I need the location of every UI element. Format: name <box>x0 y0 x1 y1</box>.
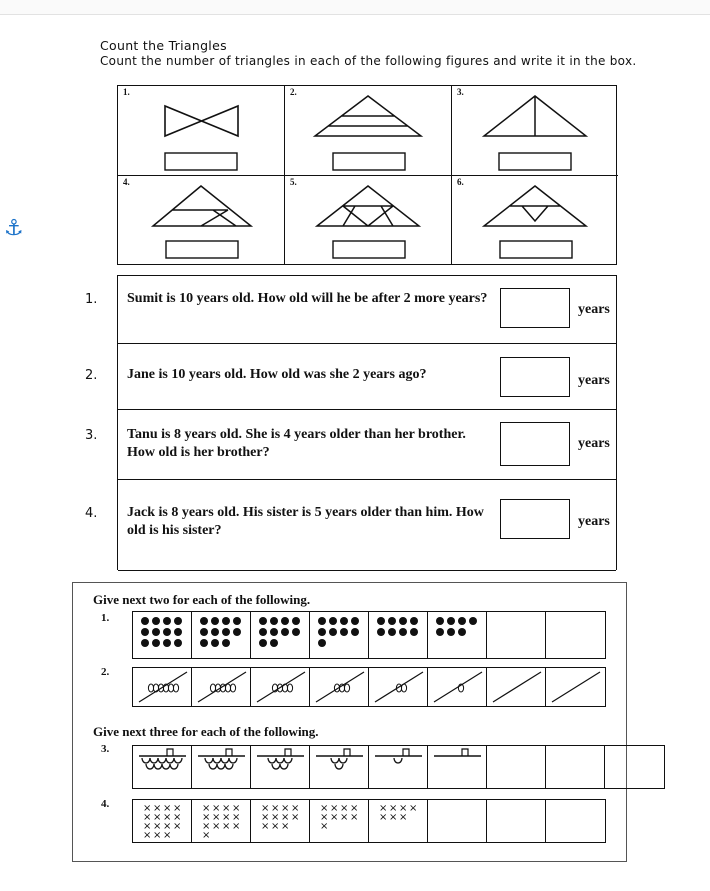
problem-text: Jane is 10 years old. How old was she 2 years ago? <box>127 367 427 382</box>
cross-mark: × <box>291 812 300 823</box>
problem-text: Tanu is 8 years old. She is 4 years older than her brother. How old is her brother? <box>127 427 466 460</box>
loop <box>344 684 349 692</box>
figure-cell-2 <box>285 86 452 176</box>
answer-box[interactable] <box>500 357 570 397</box>
cross-mark: × <box>222 803 231 814</box>
answer-box <box>487 668 546 706</box>
diagonal-line <box>375 672 423 702</box>
worksheet-title: Count the Triangles <box>100 38 227 53</box>
figure-cell-4 <box>118 176 285 264</box>
cross-mark: × <box>222 812 231 823</box>
cross-mark: × <box>261 803 270 814</box>
scallop <box>209 764 217 769</box>
answer-box[interactable] <box>333 241 405 258</box>
triangle-figures-grid <box>117 85 617 265</box>
scallop <box>276 758 284 763</box>
scallop <box>162 764 170 769</box>
dot <box>200 617 208 625</box>
dot <box>222 639 230 647</box>
pattern-box <box>251 612 310 658</box>
cross-mark: × <box>340 812 349 823</box>
answer-box[interactable] <box>500 288 570 328</box>
dot <box>318 639 326 647</box>
dot <box>340 617 348 625</box>
triangle-figure <box>285 86 452 176</box>
cross-mark: × <box>399 812 408 823</box>
scallop <box>217 764 225 769</box>
cross-mark: × <box>163 812 172 823</box>
cross-mark: × <box>389 812 398 823</box>
dot <box>329 628 337 636</box>
cross-mark: × <box>271 812 280 823</box>
dot <box>377 617 385 625</box>
cross-mark: × <box>379 812 388 823</box>
cross-mark: × <box>281 803 290 814</box>
cross-mark: × <box>232 821 241 832</box>
dot <box>174 639 182 647</box>
top-bar <box>0 0 710 15</box>
scallop <box>272 764 280 769</box>
loop-group <box>251 668 310 706</box>
dot <box>152 639 160 647</box>
dot <box>270 639 278 647</box>
scallop <box>335 764 343 769</box>
scallop-pattern-sequence <box>132 745 665 789</box>
scallop <box>339 758 347 763</box>
answer-box[interactable] <box>546 746 605 788</box>
dot <box>340 628 348 636</box>
loop-pattern-sequence <box>132 667 606 707</box>
word-problem-row <box>85 480 616 571</box>
cross-mark: × <box>232 812 241 823</box>
unit-label: years <box>578 514 610 529</box>
anchor-icon[interactable]: ⚓ <box>4 216 24 241</box>
pattern-box <box>310 668 369 706</box>
cross-mark: × <box>261 812 270 823</box>
cross-group <box>310 800 369 842</box>
dot <box>447 628 455 636</box>
cross-mark: × <box>389 803 398 814</box>
dot <box>233 617 241 625</box>
scallop <box>213 758 221 763</box>
cross-mark: × <box>173 812 182 823</box>
hook <box>167 749 173 756</box>
scallop-group <box>428 746 487 788</box>
answer-box <box>546 668 605 706</box>
cross-mark: × <box>281 812 290 823</box>
answer-box[interactable] <box>487 800 546 842</box>
cross-mark: × <box>212 821 221 832</box>
scallop <box>284 758 292 763</box>
answer-box[interactable] <box>605 746 664 788</box>
hook <box>462 749 468 756</box>
pattern-number: 3. <box>101 743 110 755</box>
dot <box>410 628 418 636</box>
cross-mark: × <box>271 821 280 832</box>
problem-number: 1. <box>85 292 98 307</box>
answer-box[interactable] <box>333 153 405 170</box>
cross-mark: × <box>350 812 359 823</box>
dot <box>211 617 219 625</box>
dot <box>163 639 171 647</box>
dot <box>351 628 359 636</box>
scallop <box>268 758 276 763</box>
dot <box>141 639 149 647</box>
answer-box[interactable] <box>500 241 572 258</box>
scallop <box>331 758 339 763</box>
dot-group <box>369 612 428 658</box>
loop <box>168 684 173 692</box>
dot <box>233 628 241 636</box>
scallop <box>150 758 158 763</box>
hook <box>285 749 291 756</box>
figure-cell-1 <box>118 86 285 176</box>
cross-mark: × <box>291 803 300 814</box>
answer-box[interactable] <box>428 800 487 842</box>
cross-mark: × <box>202 830 211 841</box>
scallop <box>170 764 178 769</box>
loop-group <box>133 668 192 706</box>
dot <box>458 617 466 625</box>
dot <box>351 617 359 625</box>
worksheet-instruction: Count the number of triangles in each of the following figures and write it in the box. <box>100 54 637 68</box>
cross-mark: × <box>379 803 388 814</box>
word-problem-row <box>85 344 616 410</box>
cross-mark: × <box>340 803 349 814</box>
dot <box>270 628 278 636</box>
bowtie-figure <box>118 86 285 176</box>
problem-number: 4. <box>85 506 98 521</box>
pattern-number: 4. <box>101 798 110 810</box>
pattern-box <box>310 612 369 658</box>
cross-group <box>192 800 251 842</box>
cross-group <box>133 800 192 842</box>
loop-group <box>428 668 487 706</box>
dot <box>292 628 300 636</box>
cross-mark: × <box>173 803 182 814</box>
loop <box>210 684 215 692</box>
cross-pattern-sequence <box>132 799 606 843</box>
dot <box>388 628 396 636</box>
problem-text: Sumit is 10 years old. How old will he be after 2 more years? <box>127 291 488 306</box>
cross-mark: × <box>212 803 221 814</box>
scallop <box>154 764 162 769</box>
answer-box[interactable] <box>487 612 546 658</box>
answer-box[interactable] <box>546 800 605 842</box>
dot <box>436 617 444 625</box>
pattern-box <box>310 746 369 788</box>
cross-mark: × <box>330 812 339 823</box>
pattern-box <box>133 668 192 706</box>
loop <box>225 684 230 692</box>
scallop <box>142 758 150 763</box>
dot <box>270 617 278 625</box>
scallop <box>174 758 182 763</box>
answer-box[interactable] <box>165 153 237 170</box>
cross-mark: × <box>212 812 221 823</box>
cross-mark: × <box>202 812 211 823</box>
cross-mark: × <box>163 821 172 832</box>
answer-box[interactable] <box>500 422 570 466</box>
scallop-group <box>310 746 369 788</box>
pattern-heading: Give next two for each of the following. <box>93 592 311 607</box>
pattern-box <box>251 746 310 788</box>
scallop <box>166 758 174 763</box>
hook <box>226 749 232 756</box>
pattern-box <box>192 746 251 788</box>
pattern-heading: Give next three for each of the following. <box>93 724 319 739</box>
answer-box[interactable] <box>487 668 546 706</box>
scallop <box>205 758 213 763</box>
dot <box>174 628 182 636</box>
cross-mark: × <box>281 821 290 832</box>
triangle-figure <box>452 176 618 264</box>
pattern-section <box>72 582 627 862</box>
cross-mark: × <box>153 812 162 823</box>
cross-mark: × <box>261 821 270 832</box>
figure-number: 5. <box>290 177 297 187</box>
pattern-box <box>133 746 192 788</box>
pattern-box <box>192 612 251 658</box>
dot <box>318 628 326 636</box>
problem-text: Jack is 8 years old. His sister is 5 years older than him. How old is his sister? <box>127 505 484 538</box>
cross-group <box>251 800 310 842</box>
cross-mark: × <box>173 821 182 832</box>
dot <box>211 639 219 647</box>
scallop <box>394 758 402 763</box>
pattern-number: 2. <box>101 666 110 678</box>
loop-group <box>369 668 428 706</box>
cross-mark: × <box>409 803 418 814</box>
pattern-box <box>310 800 369 842</box>
pattern-box <box>251 800 310 842</box>
pattern-box <box>369 612 428 658</box>
triangle-figure <box>452 86 618 176</box>
dot <box>141 628 149 636</box>
scallop-group <box>369 746 428 788</box>
dot-group <box>192 612 251 658</box>
figure-number: 3. <box>457 87 464 97</box>
cross-mark: × <box>330 803 339 814</box>
cross-mark: × <box>143 812 152 823</box>
dot <box>388 617 396 625</box>
loop <box>230 684 235 692</box>
dot <box>152 617 160 625</box>
dot <box>163 617 171 625</box>
cross-mark: × <box>153 803 162 814</box>
answer-box[interactable] <box>500 499 570 539</box>
figure-number: 6. <box>457 177 464 187</box>
pattern-box <box>369 800 428 842</box>
dot <box>469 617 477 625</box>
scallop-group <box>251 746 310 788</box>
scallop-group <box>192 746 251 788</box>
pattern-box <box>428 668 487 706</box>
dot <box>399 617 407 625</box>
dot-pattern-sequence <box>132 611 606 659</box>
age-word-problems <box>85 275 617 570</box>
cross-mark: × <box>232 803 241 814</box>
answer-box[interactable] <box>487 746 546 788</box>
dot-group <box>310 612 369 658</box>
cross-mark: × <box>399 803 408 814</box>
cross-mark: × <box>153 821 162 832</box>
diagonal-line <box>493 672 541 702</box>
figure-number: 2. <box>290 87 297 97</box>
dot <box>152 628 160 636</box>
word-problem-row <box>85 410 616 480</box>
scallop <box>280 764 288 769</box>
dot <box>318 617 326 625</box>
problem-number: 3. <box>85 428 98 443</box>
cross-mark: × <box>143 803 152 814</box>
pattern-box <box>428 746 487 788</box>
dot <box>329 617 337 625</box>
dot <box>458 628 466 636</box>
dot <box>281 617 289 625</box>
cross-mark: × <box>163 803 172 814</box>
problem-number: 2. <box>85 368 98 383</box>
diagonal-line <box>257 672 305 702</box>
dot <box>141 617 149 625</box>
unit-label: years <box>578 436 610 451</box>
dot <box>292 617 300 625</box>
pattern-box <box>133 612 192 658</box>
dot <box>377 628 385 636</box>
dot <box>259 639 267 647</box>
answer-box[interactable] <box>499 153 571 170</box>
scallop <box>229 758 237 763</box>
dot <box>200 628 208 636</box>
cross-mark: × <box>271 803 280 814</box>
loop <box>148 684 153 692</box>
cross-mark: × <box>222 821 231 832</box>
pattern-box <box>133 800 192 842</box>
dot <box>259 628 267 636</box>
loop <box>401 684 406 692</box>
figure-number: 4. <box>123 177 130 187</box>
scallop <box>221 758 229 763</box>
loop <box>173 684 178 692</box>
scallop <box>158 758 166 763</box>
figure-cell-5 <box>285 176 452 264</box>
cross-mark: × <box>202 821 211 832</box>
pattern-box <box>251 668 310 706</box>
dot <box>200 639 208 647</box>
cross-mark: × <box>320 821 329 832</box>
scallop <box>146 764 154 769</box>
dot <box>222 628 230 636</box>
dot <box>174 617 182 625</box>
cross-mark: × <box>143 830 152 841</box>
pattern-box <box>192 800 251 842</box>
cross-mark: × <box>153 830 162 841</box>
cross-mark: × <box>163 830 172 841</box>
pattern-box <box>369 746 428 788</box>
unit-label: years <box>578 373 610 388</box>
unit-label: years <box>578 302 610 317</box>
pattern-box <box>192 668 251 706</box>
dot <box>447 617 455 625</box>
triangle-figure <box>118 176 285 264</box>
loop <box>287 684 292 692</box>
dot <box>163 628 171 636</box>
hook <box>344 749 350 756</box>
answer-box[interactable] <box>546 612 605 658</box>
dot <box>259 617 267 625</box>
figure-cell-6 <box>452 176 618 264</box>
dot <box>222 617 230 625</box>
cross-group <box>369 800 428 842</box>
cross-mark: × <box>320 803 329 814</box>
triangle-figure <box>285 176 452 264</box>
dot <box>211 628 219 636</box>
scallop-group <box>133 746 192 788</box>
loop-group <box>192 668 251 706</box>
dot-group <box>251 612 310 658</box>
answer-box[interactable] <box>546 668 605 706</box>
figure-number: 1. <box>123 87 130 97</box>
hook <box>403 749 409 756</box>
word-problem-row <box>85 276 616 344</box>
pattern-number: 1. <box>101 612 110 624</box>
cross-mark: × <box>143 821 152 832</box>
pattern-box <box>428 612 487 658</box>
cross-mark: × <box>350 803 359 814</box>
diagonal-line <box>552 672 600 702</box>
dot-group <box>133 612 192 658</box>
loop-group <box>310 668 369 706</box>
dot <box>399 628 407 636</box>
cross-mark: × <box>202 803 211 814</box>
diagonal-line <box>198 672 246 702</box>
dot <box>281 628 289 636</box>
dot <box>436 628 444 636</box>
dot-group <box>428 612 487 658</box>
pattern-box <box>369 668 428 706</box>
figure-cell-3 <box>452 86 618 176</box>
answer-box[interactable] <box>166 241 238 258</box>
cross-mark: × <box>320 812 329 823</box>
dot <box>410 617 418 625</box>
scallop <box>225 764 233 769</box>
